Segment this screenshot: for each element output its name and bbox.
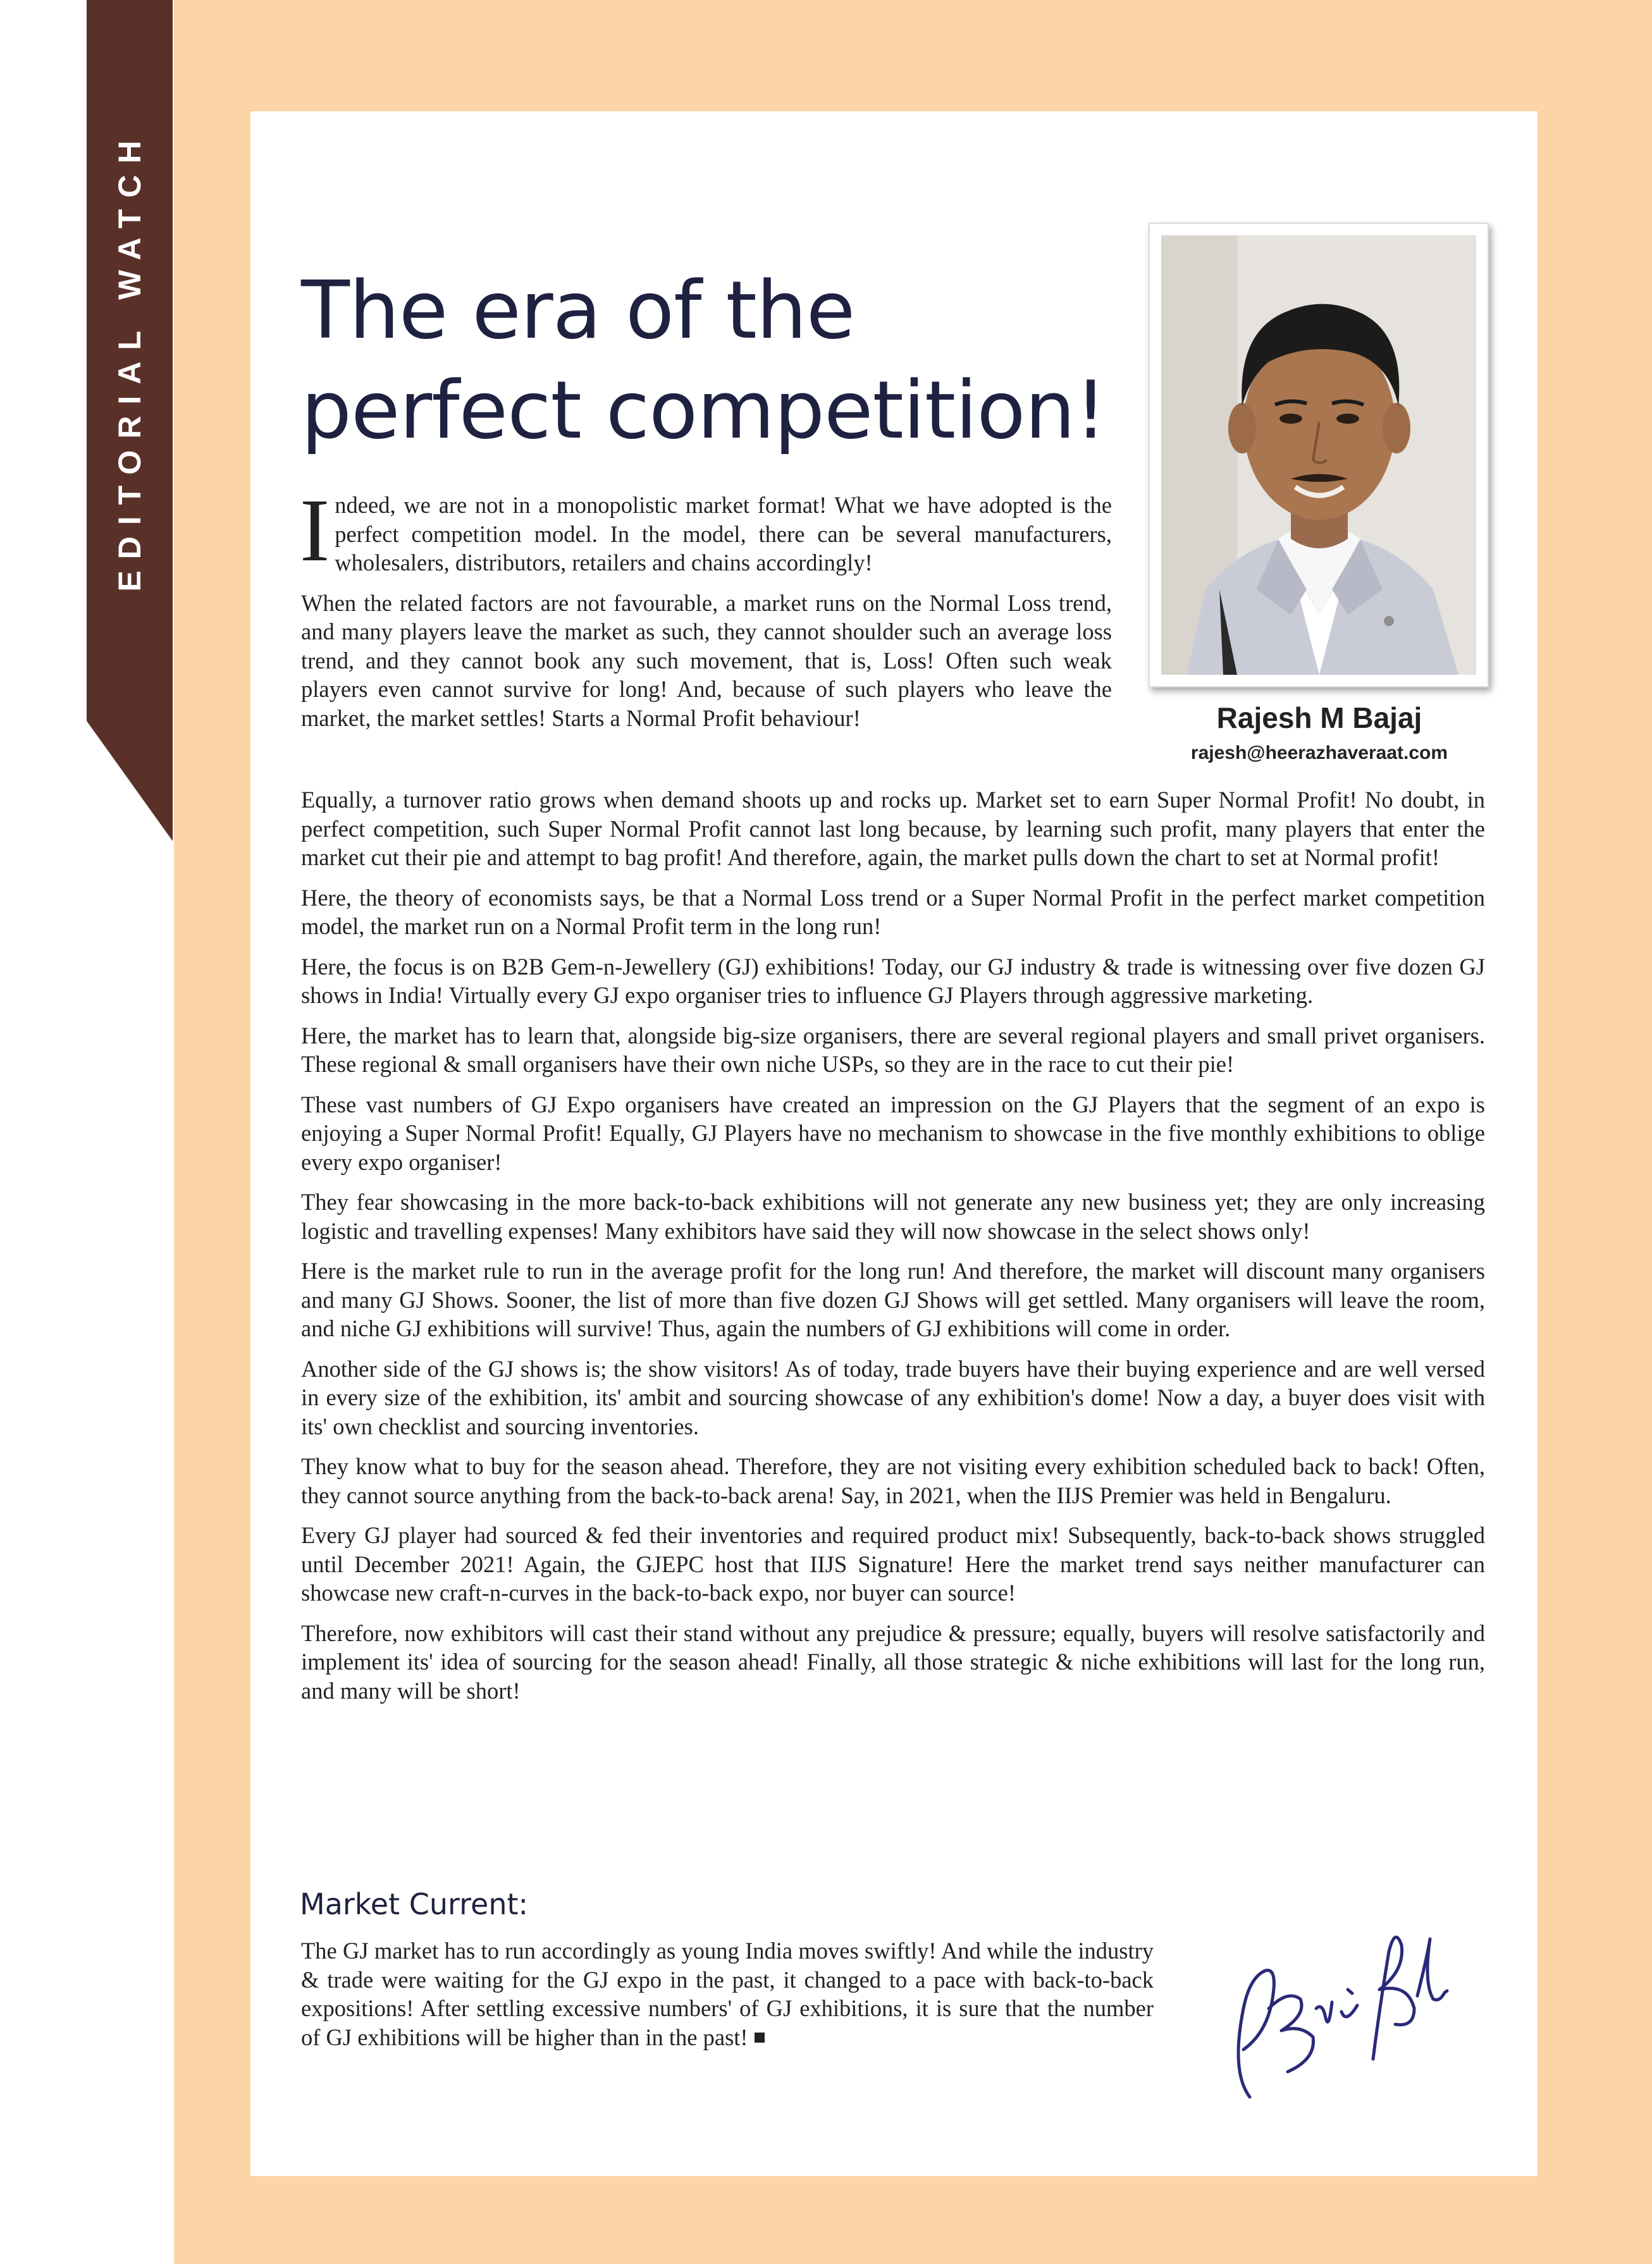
body-paragraph: Equally, a turnover ratio grows when demand shoots up and rocks up. Market set to earn Super Normal Profit! No doubt, in perfect competition, such Super Normal Profit cannot last long because, by learning such profit, many players that enter the market cut their pie and attempt to bag profit! And therefore, again, the market pulls down the chart to set at Normal profit! [301, 787, 1485, 870]
author-portrait-icon [1161, 235, 1476, 675]
body-paragraph: Here, the focus is on B2B Gem-n-Jewellery (GJ) exhibitions! Today, our GJ industry & trade is witnessing over five dozen GJ shows in India! Virtually every GJ expo organiser tries to influence GJ Players through aggressive marketing. [301, 953, 1485, 1008]
intro-paragraph [300, 480, 1112, 580]
drop-cap: I [300, 480, 330, 580]
closing-section [301, 1936, 1154, 2063]
closing-paragraph [301, 1936, 1154, 2052]
end-mark-icon [755, 2033, 765, 2043]
author-photo [1161, 235, 1476, 675]
section-label: EDITORIAL WATCH [112, 129, 147, 592]
body-paragraph: Here, the market has to learn that, alongside big-size organisers, there are several regional players and small privet organisers. These regional & small organisers have their own niche USPs, so they are in the race to cut their pie! [301, 1022, 1485, 1077]
body-paragraph: Every GJ player had sourced & fed their inventories and required product mix! Subsequently, back-to-back shows struggled until December 2021! Again, the GJEPC host that IIJS Signature! Here the market trend says neither manufacturer can showcase new craft-n-curves in the back-to-back expo, nor buyer can source! [301, 1522, 1485, 1606]
body-paragraph: Here, the theory of economists says, be that a Normal Loss trend or a Super Normal Profit in the perfect market competition model, the market run on a Normal Profit term in the long run! [301, 884, 1485, 939]
author-email: rajesh@heerazhaveraat.com [1190, 742, 1448, 763]
author-photo-frame [1149, 223, 1489, 687]
body-paragraph: They know what to buy for the season ahead. Therefore, they are not visiting every exhibition scheduled back to back! Often, they cannot source anything from the back-to-back arena! Say, in 2021, when the IIJS Premier was held in Bengaluru. [301, 1453, 1485, 1508]
article-intro [300, 480, 1112, 744]
signature-icon [1205, 1914, 1452, 2103]
article-page [250, 111, 1538, 2176]
body-paragraph: These vast numbers of GJ Expo organisers have created an impression on the GJ Players that the segment of an expo is enjoying a Super Normal Profit! Equally, GJ Players have no mechanism to showcase in the five monthly exhibitions to oblige every expo organiser! [301, 1091, 1485, 1175]
body-paragraph: They fear showcasing in the more back-to-back exhibitions will not generate any new business yet; they are only increasing logistic and travelling expenses! Many exhibitors have said they will now showcase in the select shows only! [301, 1189, 1485, 1244]
closing-text: The GJ market has to run accordingly as young India moves swiftly! And while the industry & trade were waiting for the GJ expo in the past, it changed to a pace with back-to-back expositions! After settling excessive numbers' of GJ exhibitions, it is sure that the number of GJ exhibitions will be higher than in the past! [301, 1938, 1154, 2050]
signature [1205, 1914, 1452, 2103]
intro-text: ndeed, we are not in a monopolistic market format! What we have adopted is the perfect competition model. In the model, there can be several manufacturers, wholesalers, distributors, retailers and chains accordingly! [335, 492, 1112, 575]
body-paragraph: Therefore, now exhibitors will cast their stand without any prejudice & pressure; equally, buyers will resolve satisfactorily and implement its' idea of sourcing for the season ahead! Finally, all those strategic & niche exhibitions will last for the long run, and many will be short! [301, 1620, 1485, 1704]
body-paragraph: Here is the market rule to run in the average profit for the long run! And therefore, the market will discount many organisers and many GJ Shows. Sooner, the list of more than five dozen GJ Shows will get settled. Many organisers will leave the room, and niche GJ exhibitions will survive! Thus, again the numbers of GJ exhibitions will come in order. [301, 1258, 1485, 1341]
article-body [301, 785, 1485, 1716]
section-heading: Market Current: [300, 1887, 529, 1921]
article-title: The era of the perfect competition! [301, 264, 1106, 457]
body-paragraph: Another side of the GJ shows is; the show visitors! As of today, trade buyers have their buying experience and are well versed in every size of the exhibition, its' ambit and sourcing showcase of any exhibition's dome! Now a day, a buyer does visit with its' own checklist and sourcing inventories. [301, 1355, 1485, 1439]
author-name: Rajesh M Bajaj [1216, 701, 1422, 734]
body-paragraph: When the related factors are not favourable, a market runs on the Normal Loss trend, and many players leave the market as such, they cannot shoulder such an average loss trend, and they cannot book any such movement, that is, Loss! Often such weak players even cannot survive for long! And, because of such players who leave the market, the market settles! Starts a Normal Profit behaviour! [301, 589, 1112, 731]
